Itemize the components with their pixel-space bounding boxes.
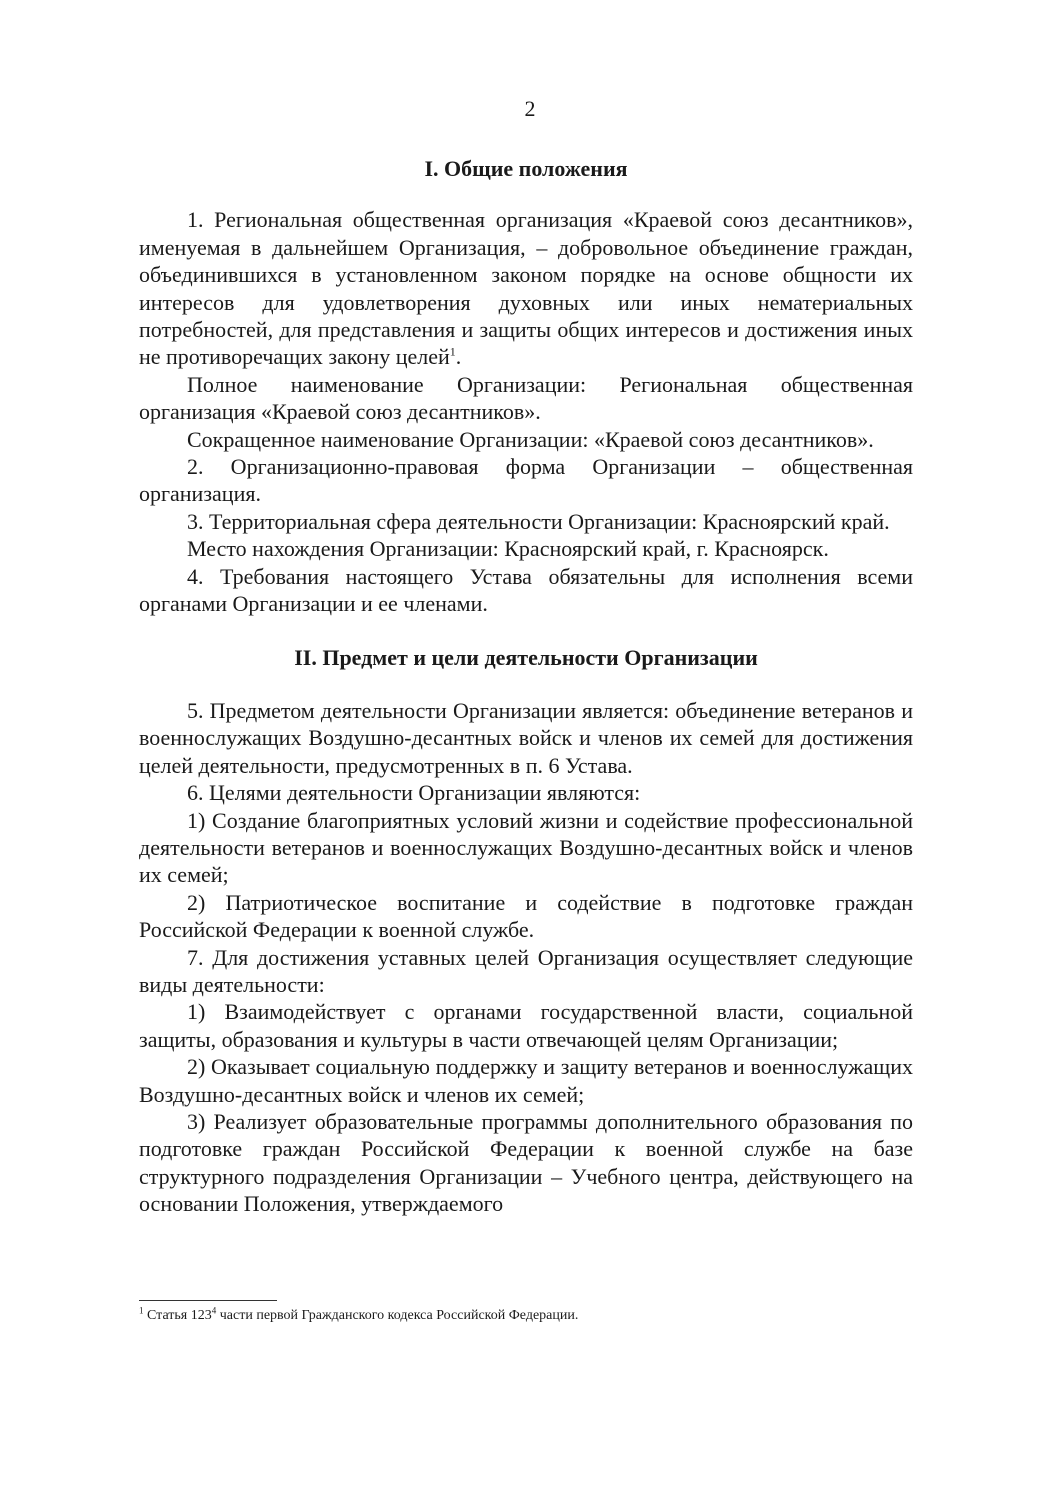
paragraph-7-item-3: 3) Реализует образовательные программы дополнительного образования по подготовке граждан Российской Федерации к военной службе на базе структурного подразделения Организации – Учебного центра, действующего на основании Положения, утверждаемого (139, 1109, 913, 1217)
paragraph-7-item-1: 1) Взаимодействует с органами государственной власти, социальной защиты, образования и культуры в части отвечающей целям Организации; (139, 999, 913, 1052)
paragraph-4: 4. Требования настоящего Устава обязательны для исполнения всеми органами Организации и ее членами. (139, 563, 913, 617)
footnote-ref: 1 (449, 345, 456, 360)
footnote-divider (139, 1300, 277, 1301)
paragraph-3: 3. Территориальная сфера деятельности Организации: Красноярский край. (187, 508, 890, 534)
footnote (139, 1307, 913, 1325)
section-heading-purpose: II. Предмет и цели деятельности Организации (294, 644, 758, 670)
footnote-marker: 1 (139, 1305, 144, 1316)
paragraph-5: 5. Предметом деятельности Организации является: объединение ветеранов и военнослужащих Воздушно-десантных войск и членов их семей для достижения целей деятельности, предусмотренных в п. 6 Устава. (139, 697, 913, 778)
paragraph-1-end: . (455, 344, 462, 370)
footnote-text-after: части первой Гражданского кодекса Российской Федерации. (216, 1308, 579, 1323)
paragraph-short-name: Сокращенное наименование Организации: «Краевой союз десантников». (187, 426, 874, 452)
page-number: 2 (524, 96, 536, 121)
document-body (139, 155, 913, 1218)
paragraph-7-item-2: 2) Оказывает социальную поддержку и защиту ветеранов и военнослужащих Воздушно-десантных войск и членов их семей; (139, 1054, 913, 1107)
footnote-text-before: Статья 123 (143, 1308, 212, 1323)
paragraph-2: 2. Организационно-правовая форма Организации – общественная организация. (139, 454, 913, 507)
paragraph-7: 7. Для достижения уставных целей Организация осуществляет следующие виды деятельности: (139, 944, 913, 997)
paragraph-full-name: Полное наименование Организации: Региональная общественная организация «Краевой союз десантников». (139, 371, 913, 425)
paragraph-1 (139, 206, 913, 370)
section-heading-general: I. Общие положения (424, 156, 628, 181)
paragraph-6-item-1: 1) Создание благоприятных условий жизни и содействие профессиональной деятельности ветеранов и военнослужащих Воздушно-десантных войск и членов их семей; (139, 807, 913, 888)
paragraph-6: 6. Целями деятельности Организации являются: (187, 780, 641, 806)
paragraph-6-item-2: 2) Патриотическое воспитание и содействие в подготовке граждан Российской Федерации к военной службе. (139, 889, 913, 943)
paragraph-location: Место нахождения Организации: Красноярский край, г. Красноярск. (187, 536, 829, 562)
paragraph-1-text: 1. Региональная общественная организация «Краевой союз десантников», именуемая в дальнейшем Организация, – добровольное объединение граждан, объединившихся в установленном законом порядке на основе общности их интересов для удовлетворения духовных или иных нематериальных потребностей, для представления и защиты общих интересов и достижения иных не противоречащих закону целей (139, 207, 913, 370)
footnote-text-sup: 4 (211, 1305, 217, 1316)
